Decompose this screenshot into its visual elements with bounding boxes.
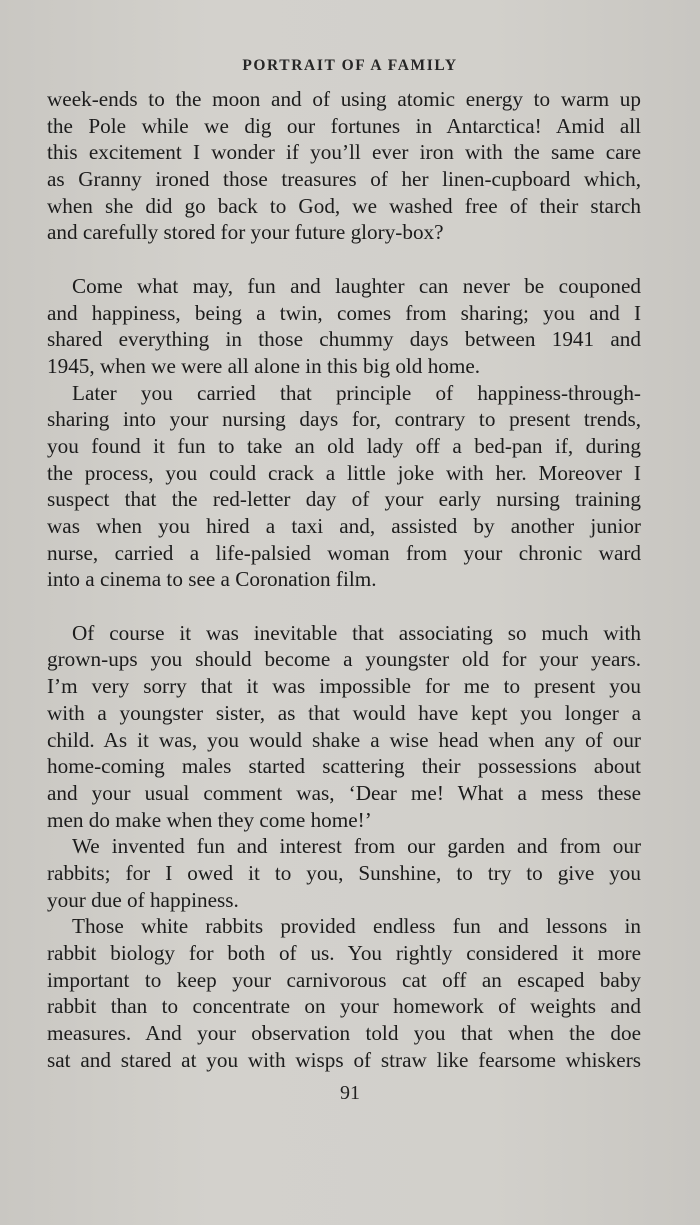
text-line: measures. And your observation told you that when the doe — [47, 1021, 641, 1046]
text-line: the Pole while we dig our fortunes in Antarctica! Amid all — [47, 113, 641, 138]
text-line: suspect that the red-letter day of your early nursing training — [47, 487, 641, 512]
text-line: into a cinema to see a Coronation film. — [47, 567, 377, 592]
text-line: week-ends to the moon and of using atomic energy to warm up — [47, 87, 641, 111]
text-line: Come what may, fun and laughter can never be couponed — [72, 273, 641, 298]
paragraph — [47, 833, 641, 913]
text-line: Later you carried that principle of happiness-through- — [72, 380, 641, 405]
text-line: you found it fun to take an old lady off a bed-pan if, during — [47, 433, 641, 458]
text-line: this excitement I wonder if you’ll ever iron with the same care — [47, 140, 641, 165]
paragraph-gap — [47, 246, 641, 273]
running-head: PORTRAIT OF A FAMILY — [242, 57, 458, 74]
text-line: We invented fun and interest from our garden and from our — [72, 834, 641, 859]
text-line: was when you hired a taxi and, assisted by another junior — [47, 514, 641, 538]
text-line: shared everything in those chummy days between 1941 and — [47, 327, 641, 352]
text-line: rabbit biology for both of us. You rightly considered it more — [47, 941, 641, 965]
page-number: 91 — [340, 1082, 360, 1104]
text-line: rabbits; for I owed it to you, Sunshine, to try to give you — [47, 860, 641, 885]
text-line: important to keep your carnivorous cat off an escaped baby — [47, 967, 641, 992]
text-line: 1945, when we were all alone in this big old home. — [47, 353, 481, 378]
text-line: the process, you could crack a little joke with her. Moreover I — [47, 460, 641, 485]
body-text — [47, 86, 641, 1073]
text-line: sat and stared at you with wisps of straw like fearsome whiskers — [47, 1047, 641, 1072]
text-line: men do make when they come home!’ — [47, 807, 372, 832]
paragraph — [47, 620, 641, 834]
text-line: and your usual comment was, ‘Dear me! What a mess these — [47, 780, 641, 805]
text-line: and happiness, being a twin, comes from sharing; you and I — [47, 300, 641, 325]
text-line: child. As it was, you would shake a wise head when any of our — [47, 727, 641, 752]
text-line: as Granny ironed those treasures of her linen-cupboard which, — [47, 167, 641, 192]
text-line: when she did go back to God, we washed free of their starch — [47, 193, 641, 218]
paragraph-gap — [47, 593, 641, 620]
text-line: and carefully stored for your future glory-box? — [47, 220, 444, 245]
text-line: Of course it was inevitable that associating so much with — [72, 620, 641, 645]
text-line: sharing into your nursing days for, contrary to present trends, — [47, 407, 641, 432]
text-line: grown-ups you should become a youngster old for your years. — [47, 647, 641, 672]
text-line: Those white rabbits provided endless fun and lessons in — [72, 914, 641, 939]
paragraph — [47, 380, 641, 594]
paragraph — [47, 86, 641, 246]
paragraph — [47, 913, 641, 1073]
text-line: home-coming males started scattering their possessions about — [47, 754, 641, 779]
text-line: your due of happiness. — [47, 887, 239, 912]
text-line: I’m very sorry that it was impossible for me to present you — [47, 674, 641, 699]
text-line: rabbit than to concentrate on your homework of weights and — [47, 994, 641, 1019]
paragraph — [47, 273, 641, 380]
text-line: nurse, carried a life-palsied woman from your chronic ward — [47, 540, 641, 565]
text-line: with a youngster sister, as that would have kept you longer a — [47, 700, 641, 725]
